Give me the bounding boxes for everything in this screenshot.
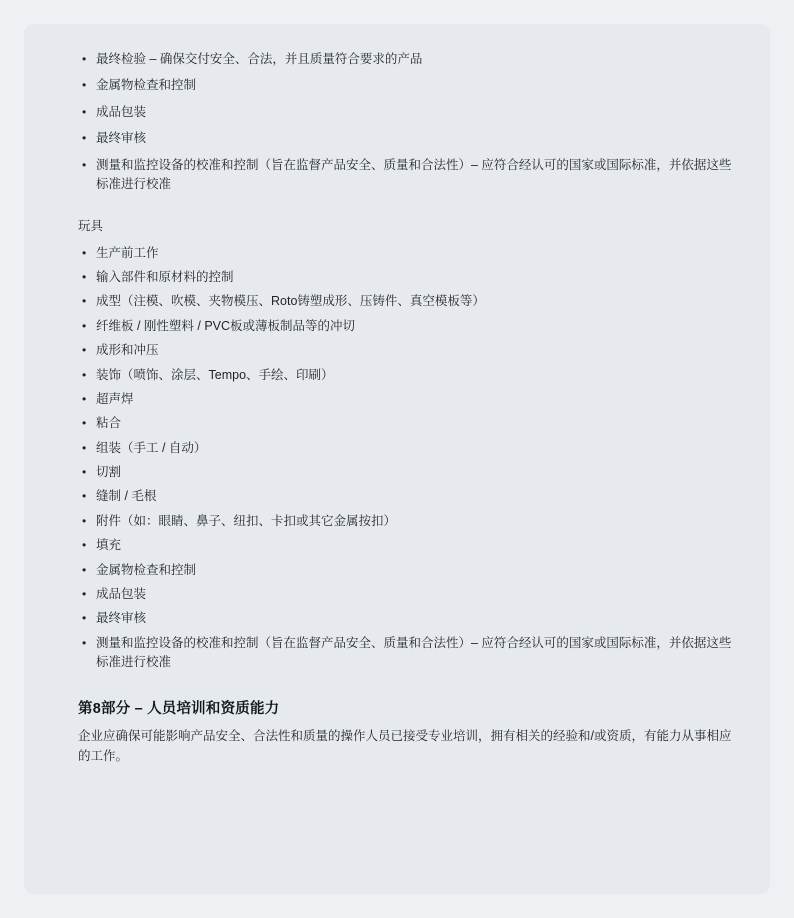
list-item-text: • 生产前工作 <box>96 245 159 260</box>
list-item-text: • 最终审核 <box>96 611 147 626</box>
list-item <box>96 439 732 458</box>
list-item-text: • 成形和冲压 <box>96 343 159 358</box>
list-item-text: • 最终检验 – 确保交付安全、合法，并且质量符合要求的产品 <box>96 52 423 66</box>
list-item-text: • 测量和监控设备的校准和控制（旨在监督产品安全、质量和合法性）– 应符合经认可的国家或国际标准，并依据这些标准进行校准 <box>96 157 732 191</box>
list-item-text: • 切割 <box>96 465 122 479</box>
document-page <box>24 24 770 894</box>
list-item <box>96 561 732 580</box>
list-item <box>96 585 732 604</box>
list-item <box>96 487 732 506</box>
list-item-text: • 成品包装 <box>96 586 147 601</box>
list-item <box>96 129 732 148</box>
list-item-text: • 金属物检查和控制 <box>96 562 197 577</box>
part-8-block <box>54 698 740 765</box>
list-item <box>96 390 732 409</box>
list-item <box>96 609 732 628</box>
list-item <box>96 341 732 360</box>
list-item <box>96 414 732 433</box>
list-item-text: • 成型（注模、吹模、夹物模压、Roto铸塑成形、压铸件、真空模板等） <box>96 294 485 309</box>
list-item <box>96 366 732 385</box>
list-item <box>96 463 732 482</box>
toys-bullet-list <box>54 244 732 673</box>
toys-heading: 玩具 <box>78 219 104 234</box>
list-item <box>96 50 732 69</box>
list-item-text: • 测量和监控设备的校准和控制（旨在监督产品安全、质量和合法性）– 应符合经认可的国家或国际标准，并依据这些标准进行校准 <box>96 635 732 669</box>
first-list-block <box>54 50 740 194</box>
list-item-text: • 填充 <box>96 538 122 553</box>
list-item-text: • 输入部件和原材料的控制 <box>96 270 234 284</box>
list-item-text: • 粘合 <box>96 416 122 431</box>
list-item-text: • 纤维板 / 刚性塑料 / PVC板或薄板制品等的冲切 <box>96 318 356 333</box>
list-item <box>96 76 732 95</box>
list-item <box>96 292 732 311</box>
list-item-text: • 附件（如：眼睛、鼻子、纽扣、卡扣或其它金属按扣） <box>96 513 397 528</box>
list-item <box>96 634 732 673</box>
document-body <box>54 50 740 766</box>
list-item <box>96 268 732 287</box>
list-item-text: • 最终审核 <box>96 131 147 146</box>
part-8-title: 第8部分 – 人员培训和资质能力 <box>78 701 280 718</box>
list-item <box>96 512 732 531</box>
first-bullet-list <box>54 50 732 194</box>
list-item-text: • 装饰（喷饰、涂层、Tempo、手绘、印刷） <box>96 367 334 382</box>
toys-list-block <box>54 217 740 672</box>
list-item <box>96 156 732 195</box>
list-item-text: • 超声焊 <box>96 391 134 406</box>
list-item <box>96 103 732 122</box>
list-item <box>96 536 732 555</box>
part-8-paragraph: 企业应确保可能影响产品安全、合法性和质量的操作人员已接受专业培训，拥有相关的经验和/或资质，有能力从事相应的工作。 <box>78 728 732 763</box>
list-item-text: • 缝制 / 毛根 <box>96 489 157 504</box>
section-spacer <box>54 201 740 217</box>
list-item-text: • 成品包装 <box>96 104 147 119</box>
list-item-text: • 组装（手工 / 自动） <box>96 440 207 455</box>
list-item-text: • 金属物检查和控制 <box>96 78 197 93</box>
list-item <box>96 244 732 263</box>
list-item <box>96 317 732 336</box>
